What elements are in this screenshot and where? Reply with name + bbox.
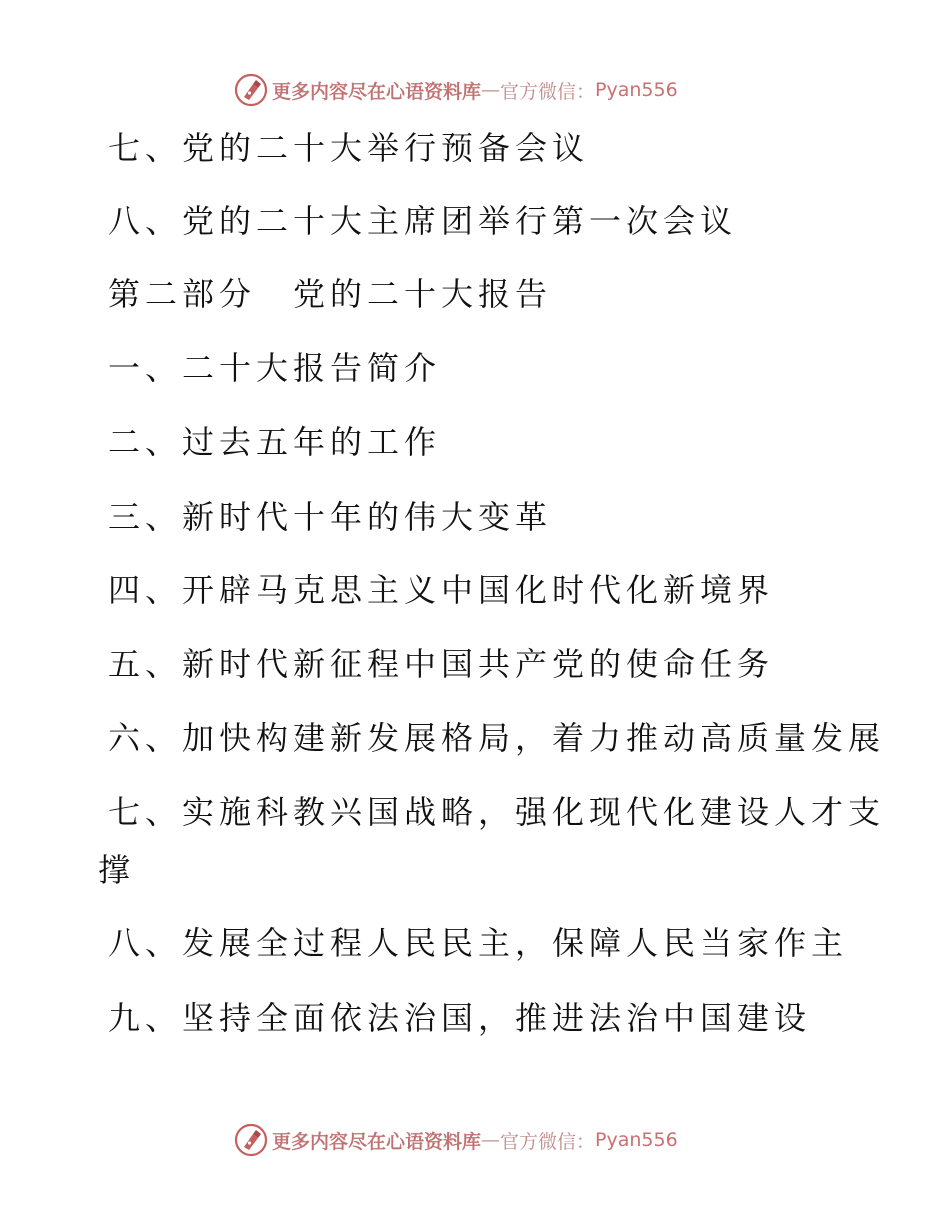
toc-item: 六、加快构建新发展格局，着力推动高质量发展 [108, 719, 886, 757]
watermark-header [234, 72, 678, 108]
toc-item: 五、新时代新征程中国共产党的使命任务 [108, 645, 775, 683]
pen-nib-logo-icon [234, 1123, 268, 1157]
watermark-separator: — [481, 79, 501, 101]
toc-item: 七、实施科教兴国战略，强化现代化建设人才支 [108, 793, 886, 831]
watermark-main-text: 更多内容尽在心语资料库 [272, 80, 482, 103]
toc-item: 九、坚持全面依法治国，推进法治中国建设 [108, 999, 812, 1037]
toc-item: 三、新时代十年的伟大变革 [108, 498, 553, 536]
toc-item: 八、党的二十大主席团举行第一次会议 [108, 202, 738, 240]
toc-item-continuation: 撑 [98, 851, 136, 889]
watermark-label: 官方微信： [500, 80, 596, 103]
toc-item: 八、发展全过程人民民主，保障人民当家作主 [108, 924, 849, 962]
watermark-label: 官方微信： [500, 1130, 596, 1153]
toc-item: 四、开辟马克思主义中国化时代化新境界 [108, 571, 775, 609]
toc-item: 七、党的二十大举行预备会议 [108, 129, 590, 167]
toc-item: 一、二十大报告简介 [108, 349, 442, 387]
toc-section-heading: 第二部分 党的二十大报告 [108, 275, 553, 313]
watermark-footer [234, 1122, 678, 1158]
watermark-main-text: 更多内容尽在心语资料库 [272, 1130, 482, 1153]
watermark-wechat-id: Pyan556 [595, 79, 678, 101]
watermark-wechat-id: Pyan556 [595, 1129, 678, 1151]
pen-nib-logo-icon [234, 73, 268, 107]
toc-item: 二、过去五年的工作 [108, 423, 442, 461]
watermark-separator: — [481, 1129, 501, 1151]
